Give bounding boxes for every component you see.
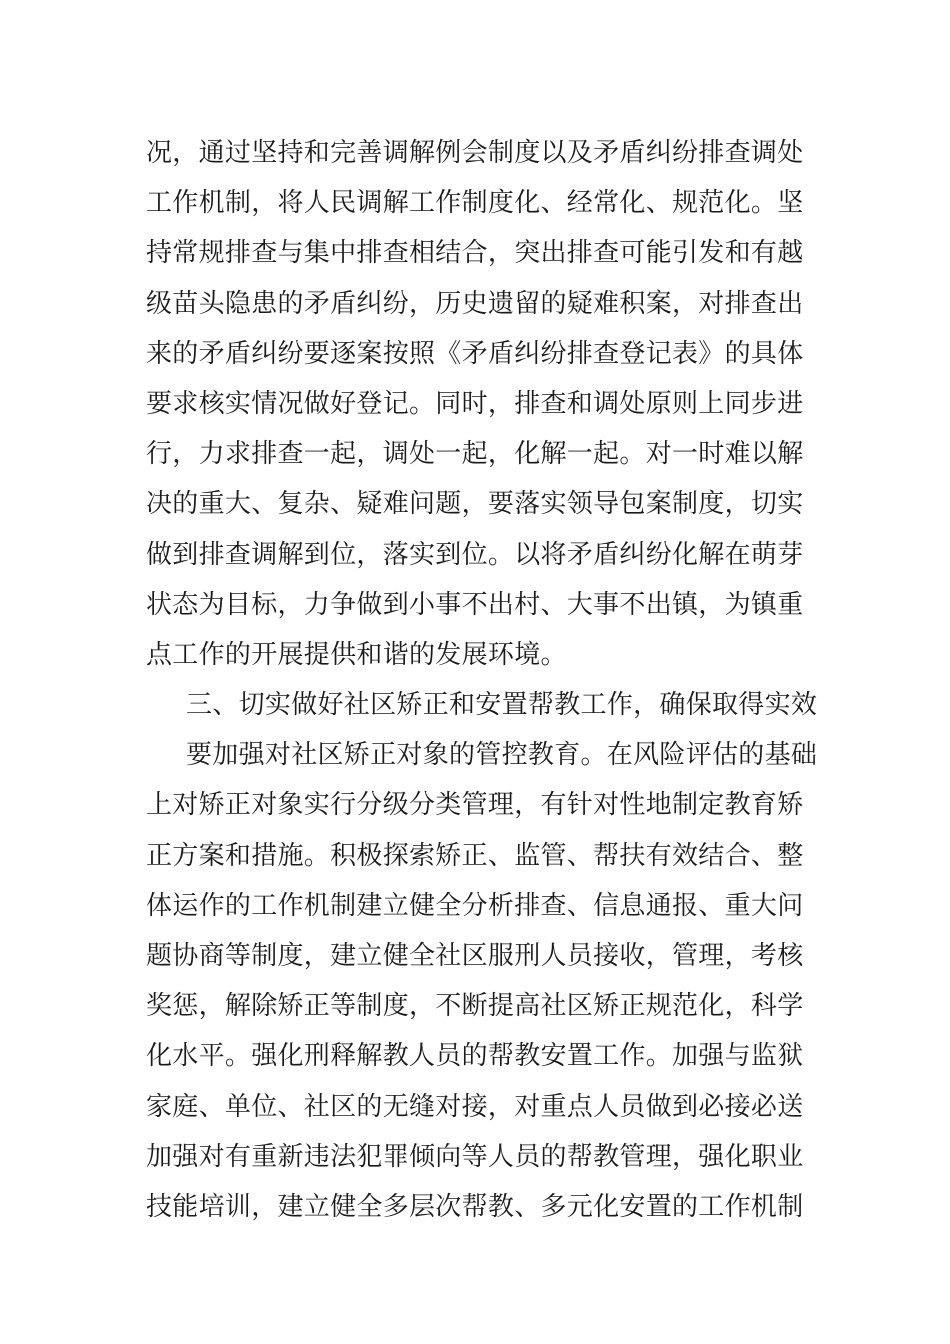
text-line: 要加强对社区矫正对象的管控教育。在风险评估的基础: [186, 740, 818, 771]
paragraph-2: [146, 730, 816, 1232]
text-line: 行，力求排查一起，调处一起，化解一起。对一时难以解: [146, 439, 804, 470]
text-line: 状态为目标，力争做到小事不出村、大事不出镇，为镇重: [146, 589, 804, 620]
text-line: 体运作的工作机制建立健全分析排查、信息通报、重大问: [146, 890, 804, 921]
paragraph-1: [146, 128, 816, 680]
text-line: 工作机制，将人民调解工作制度化、经常化、规范化。坚: [146, 188, 804, 219]
text-line: 要求核实情况做好登记。同时，排查和调处原则上同步进: [146, 388, 804, 419]
text-line: 正方案和措施。积极探索矫正、监管、帮扶有效结合、整: [146, 840, 804, 871]
text-line: 上对矫正对象实行分级分类管理，有针对性地制定教育矫: [146, 790, 804, 821]
text-line: 家庭、单位、社区的无缝对接，对重点人员做到必接必送: [146, 1091, 804, 1122]
text-line: 做到排查调解到位，落实到位。以将矛盾纠纷化解在萌芽: [146, 539, 804, 570]
text-line: 来的矛盾纠纷要逐案按照《矛盾纠纷排查登记表》的具体: [146, 338, 804, 369]
text-line: 技能培训，建立健全多层次帮教、多元化安置的工作机制: [146, 1191, 804, 1222]
text-line: 化水平。强化刑释解教人员的帮教安置工作。加强与监狱: [146, 1041, 804, 1072]
document-body: [146, 128, 816, 1232]
text-line: 点工作的开展提供和谐的发展环境。: [146, 639, 567, 670]
section-heading-text: 三、切实做好社区矫正和安置帮教工作，确保取得实效: [186, 690, 818, 721]
text-line: 题协商等制度，建立健全社区服刑人员接收，管理，考核: [146, 941, 804, 971]
text-line: 决的重大、复杂、疑难问题，要落实领导包案制度，切实: [146, 489, 804, 520]
text-line: 加强对有重新违法犯罪倾向等人员的帮教管理，强化职业: [146, 1141, 804, 1172]
text-line: 况，通过坚持和完善调解例会制度以及矛盾纠纷排查调处: [146, 138, 804, 168]
text-line: 级苗头隐患的矛盾纠纷，历史遗留的疑难积案，对排查出: [146, 288, 804, 319]
section-heading-3: [146, 680, 816, 730]
text-line: 持常规排查与集中排查相结合，突出排查可能引发和有越: [146, 238, 804, 269]
text-line: 奖惩，解除矫正等制度，不断提高社区矫正规范化，科学: [146, 991, 804, 1022]
